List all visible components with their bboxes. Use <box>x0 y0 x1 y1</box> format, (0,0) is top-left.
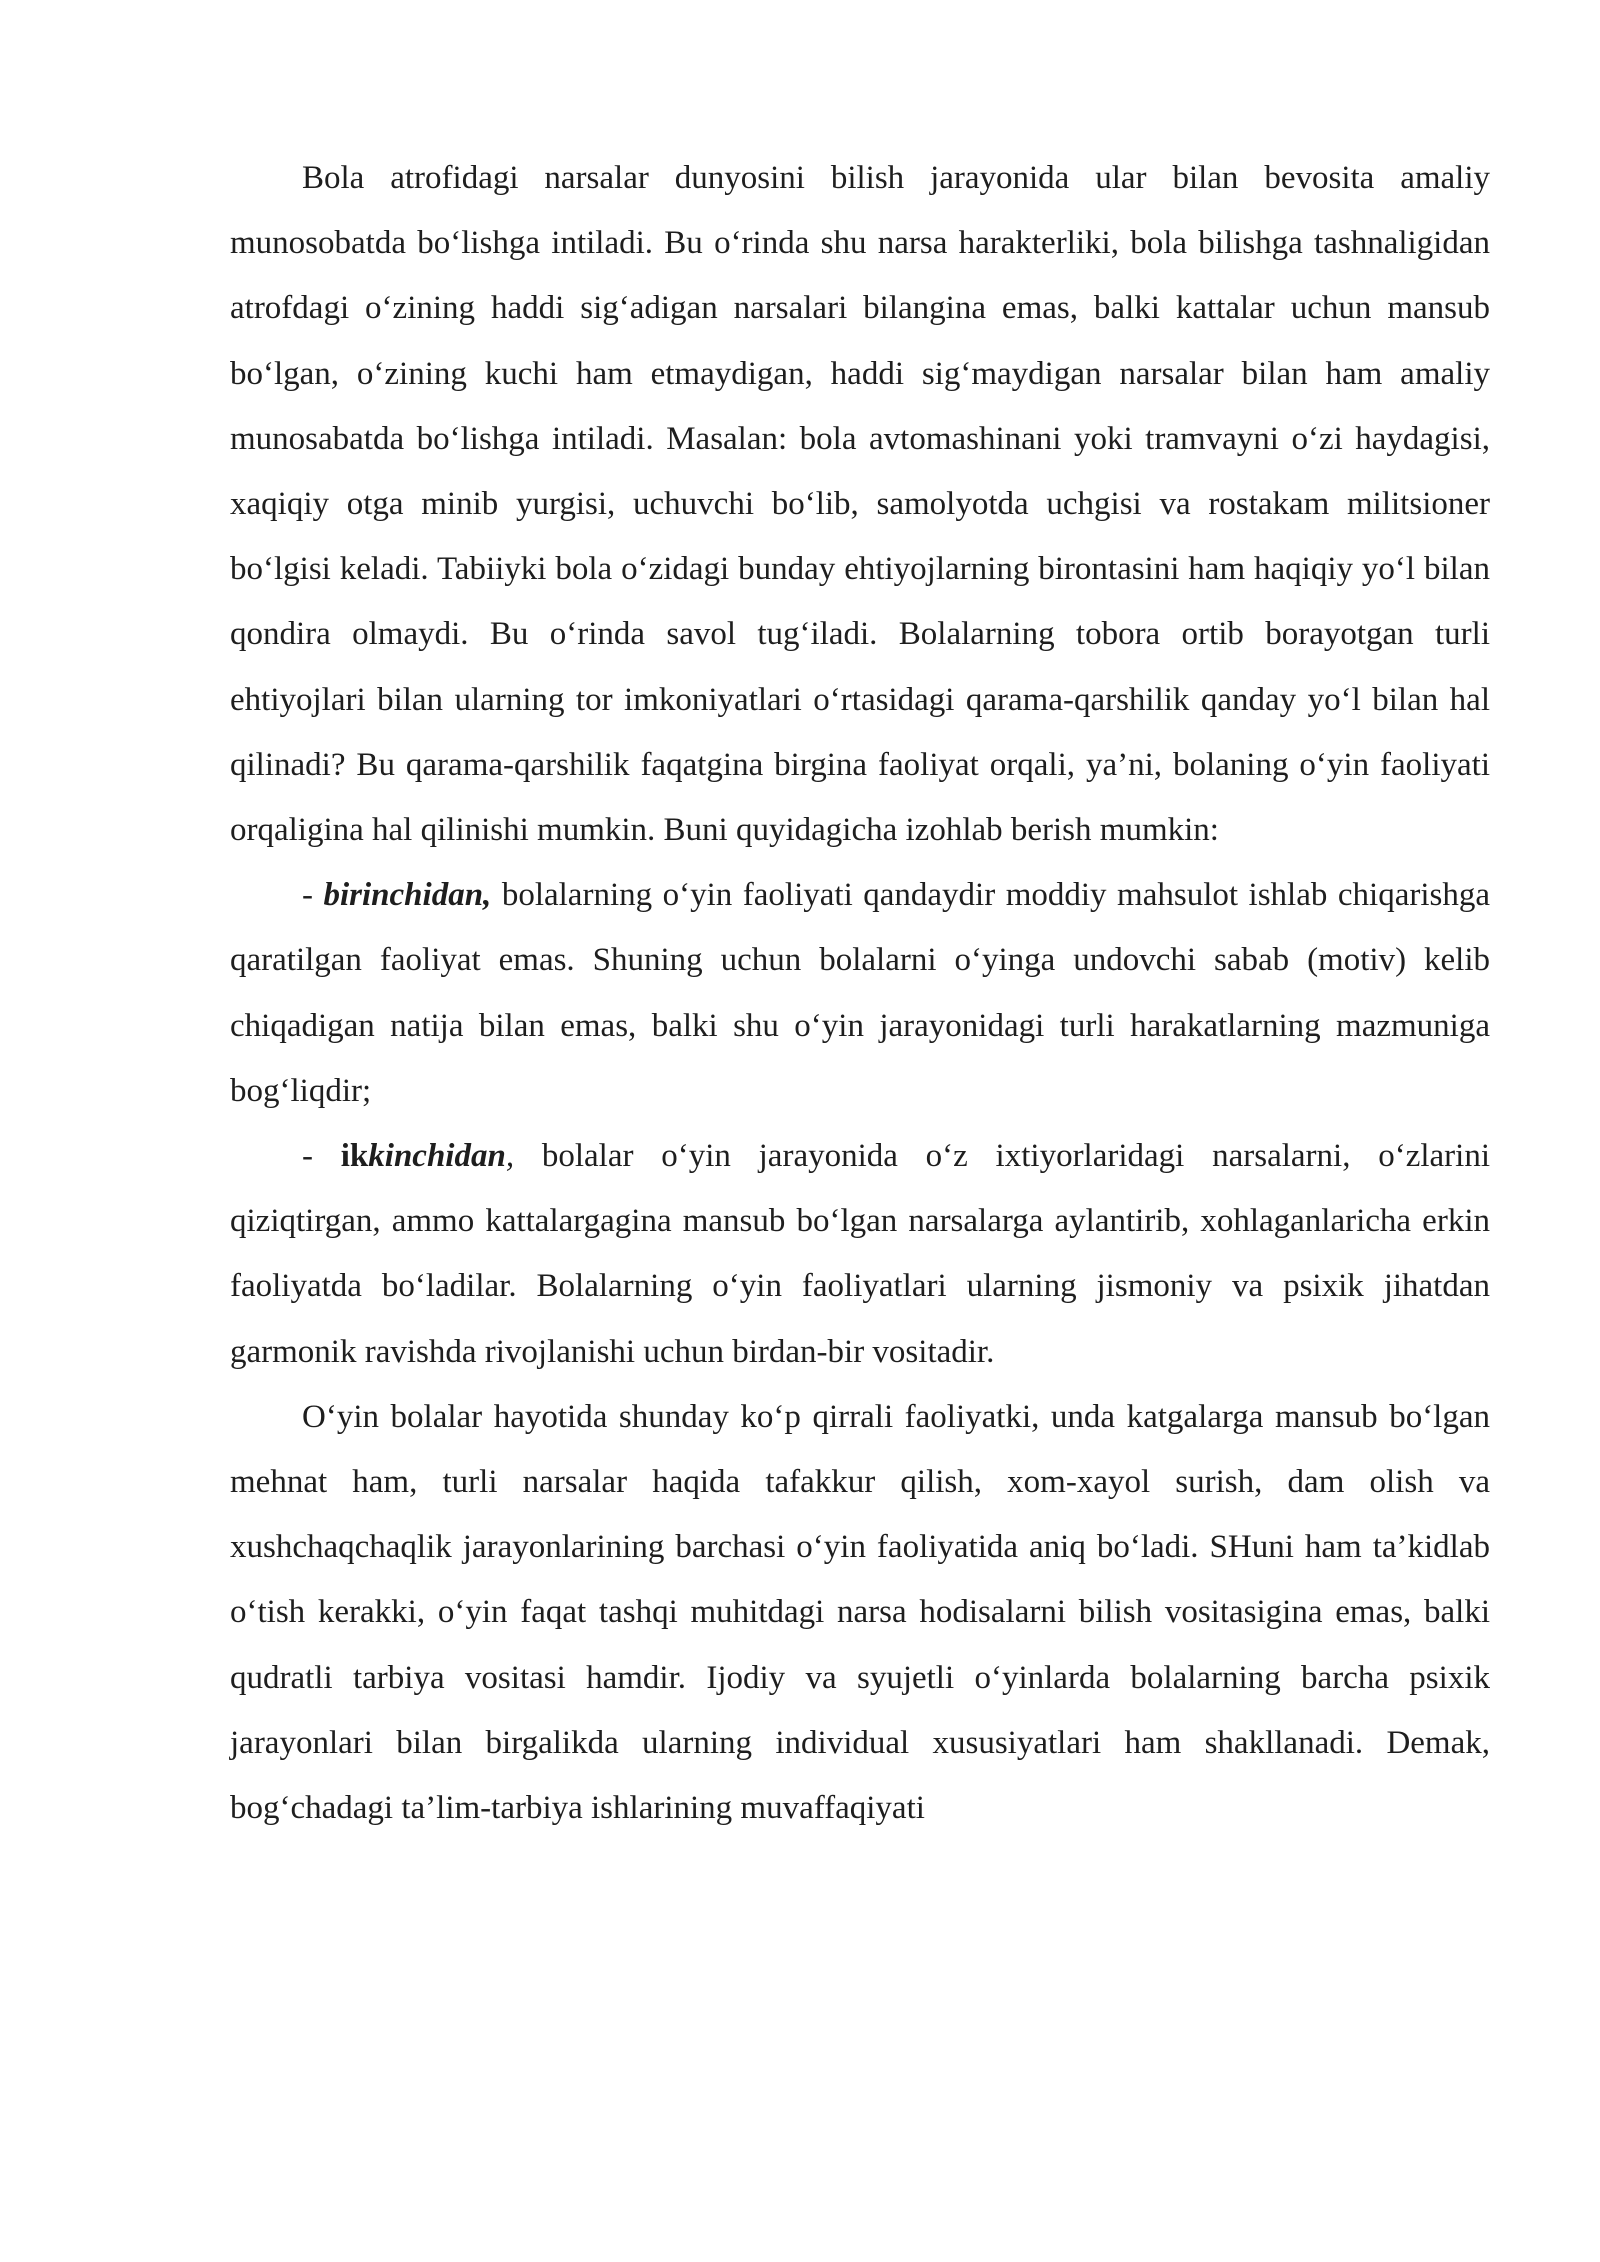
second-point-text: bolalar o‘yin jarayonida o‘z ixtiyorlaridagi narsalarni, o‘zlarini qiziqtirgan, ammo kattalargagina mansub bo‘lgan narsalarga aylantirib, xohlaganlaricha erkin faoliyatda bo‘ladilar. Bolalarning o‘yin faoliyatlari ularning jismoniy va psixik jihatdan garmonik ravishda rivojlanishi uchun birdan-bir vositadir. <box>230 1138 1490 1370</box>
paragraph-play-activity-text: O‘yin bolalar hayotida shunday ko‘p qirrali faoliyatki, unda katgalarga mansub bo‘lgan mehnat ham, turli narsalar haqida tafakkur qilish, xom-xayol surish, dam olish va xushchaqchaqlik jarayonlarining barchasi o‘yin faoliyatida aniq bo‘ladi. SHuni ham ta’kidlab o‘tish kerakki, o‘yin faqat tashqi muhitdagi narsa hodisalarni bilish vositasigina emas, balki qudratli tarbiya vositasi hamdir. Ijodiy va syujetli o‘yinlarda bolalarning barcha psixik jarayonlari bilan birgalikda ularning individual xususiyatlari ham shakllanadi. Demak, bog‘chadagi ta’lim-tarbiya ishlarining muvaffaqiyati <box>230 1398 1490 1827</box>
first-point-dash: - <box>302 877 324 914</box>
first-point-text: bolalarning o‘yin faoliyati qandaydir moddiy mahsulot ishlab chiqarishga qaratilgan faoliyat emas. Shuning uchun bolalarni o‘yinga undovchi sabab (motiv) kelib chiqadigan natija bilan emas, balki shu o‘yin jarayonidagi turli harakatlarning mazmuniga bog‘liqdir; <box>230 877 1490 1109</box>
second-point-dash: - <box>302 1138 341 1175</box>
paragraph-first-point <box>230 863 1490 1124</box>
paragraph-play-activity <box>230 1385 1490 1841</box>
paragraph-intro-text: Bola atrofidagi narsalar dunyosini bilish jarayonida ular bilan bevosita amaliy munosobatda bo‘lishga intiladi. Bu o‘rinda shu narsa harakterliki, bola bilishga tashnaligidan atrofdagi o‘zining haddi sig‘adigan narsalari bilangina emas, balki kattalar uchun mansub bo‘lgan, o‘zining kuchi ham etmaydigan, haddi sig‘maydigan narsalar bilan ham amaliy munosabatda bo‘lishga intiladi. Masalan: bola avtomashinani yoki tramvayni o‘zi haydagisi, xaqiqiy otga minib yurgisi, uchuvchi bo‘lib, samolyotda uchgisi va rostakam militsioner bo‘lgisi keladi. Tabiiyki bola o‘zidagi bunday ehtiyojlarning birontasini ham haqiqiy yo‘l bilan qondira olmaydi. Bu o‘rinda savol tug‘iladi. Bolalarning tobora ortib borayotgan turli ehtiyojlari bilan ularning tor imkoniyatlari o‘rtasidagi qarama-qarshilik qanday yo‘l bilan hal qilinadi? Bu qarama-qarshilik faqatgina birgina faoliyat orqali, ya’ni, bolaning o‘yin faoliyati orqaligina hal qilinishi mumkin. Buni quyidagicha izohlab berish mumkin: <box>230 160 1490 849</box>
first-point-keyword: birinchidan, <box>323 877 492 914</box>
second-point-comma: , <box>505 1138 515 1175</box>
second-point-keyword-start: ik <box>340 1138 369 1175</box>
second-point-keyword-end: kinchidan <box>368 1138 506 1175</box>
document-body <box>230 146 1490 1841</box>
paragraph-intro <box>230 146 1490 863</box>
paragraph-second-point <box>230 1124 1490 1385</box>
